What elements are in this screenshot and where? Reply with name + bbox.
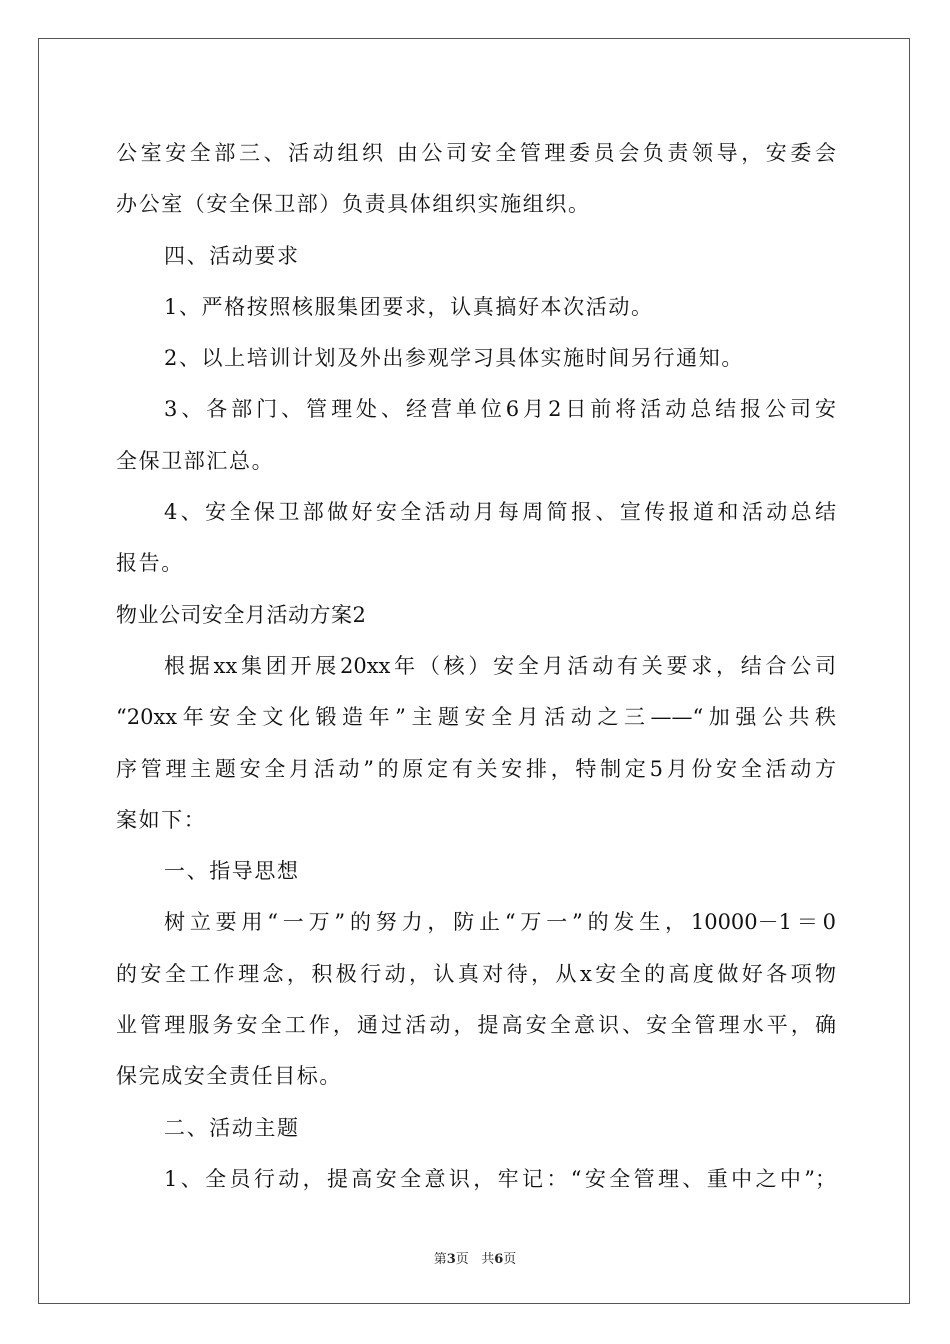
- section-heading: 二、活动主题: [164, 1115, 300, 1140]
- total-pages: 6: [494, 1252, 504, 1267]
- list-item: 3、各部门、管理处、经营单位6月2日前将活动总结报公司安: [164, 397, 836, 422]
- section-heading: 四、活动要求: [164, 243, 300, 268]
- paragraph-line: 全保卫部汇总。: [116, 448, 275, 473]
- list-item: 4、安全保卫部做好安全活动月每周简报、宣传报道和活动总结: [164, 500, 836, 525]
- paragraph-line: 案如下：: [116, 807, 207, 832]
- page-suffix: 页: [455, 1252, 469, 1267]
- section-heading: 一、指导思想: [164, 859, 300, 884]
- page-number: 3: [446, 1252, 456, 1267]
- document-title: 物业公司安全月活动方案2: [116, 602, 367, 627]
- total-prefix: 共: [481, 1252, 495, 1267]
- list-item: 1、严格按照核服集团要求，认真搞好本次活动。: [164, 294, 654, 319]
- total-suffix: 页: [503, 1252, 517, 1267]
- paragraph-line: 保完成安全责任目标。: [116, 1064, 342, 1089]
- paragraph-line: 的安全工作理念，积极行动，认真对待，从x安全的高度做好各项物: [116, 961, 836, 986]
- paragraph-line: 公室安全部三、活动组织 由公司安全管理委员会负责领导，安委会: [116, 141, 836, 165]
- paragraph-line: 根据xx集团开展20xx年（核）安全月活动有关要求，结合公司: [164, 653, 836, 678]
- paragraph-line: 序管理主题安全月活动”的原定有关安排，特制定5月份安全活动方: [116, 756, 836, 781]
- document-body: [116, 128, 836, 1205]
- paragraph-line: 报告。: [116, 551, 184, 576]
- paragraph-line: 办公室（安全保卫部）负责具体组织实施组织。: [116, 192, 591, 217]
- list-item: 2、以上培训计划及外出参观学习具体实施时间另行通知。: [164, 346, 744, 371]
- paragraph-line: 树立要用“一万”的努力，防止“万一”的发生，10000－1＝0: [164, 910, 836, 935]
- paragraph-line: 业管理服务安全工作，通过活动，提高安全意识、安全管理水平，确: [116, 1013, 836, 1038]
- page-footer: [0, 1248, 950, 1267]
- paragraph-line: “20xx年安全文化锻造年”主题安全月活动之三——“加强公共秩: [116, 705, 836, 730]
- list-item: 1、全员行动，提高安全意识，牢记：“安全管理、重中之中”；: [164, 1166, 836, 1191]
- page-prefix: 第: [433, 1252, 447, 1267]
